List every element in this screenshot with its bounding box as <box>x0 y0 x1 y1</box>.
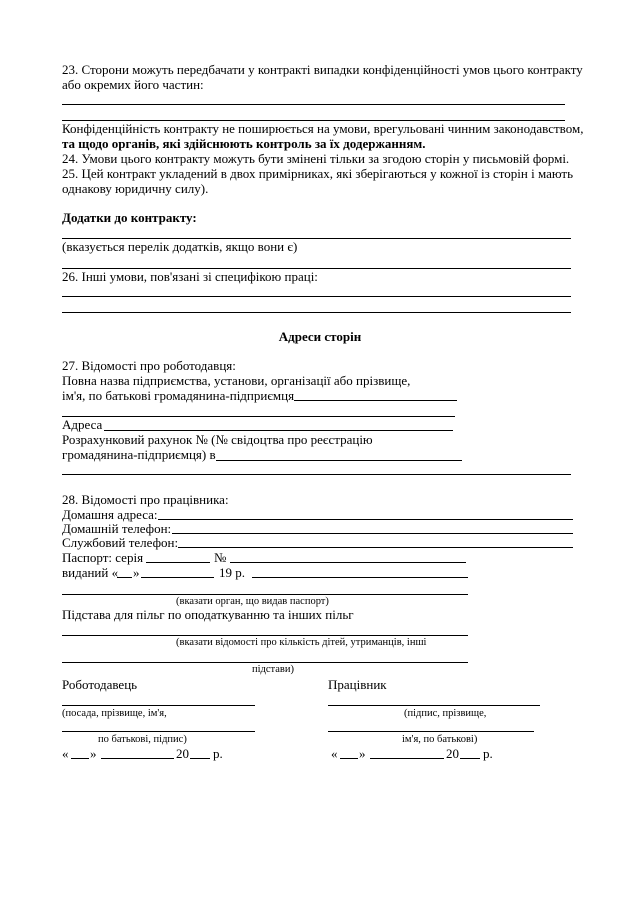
employee-signature-hint-1: (підпис, прізвище, <box>404 708 487 719</box>
home-address-blank[interactable] <box>158 519 573 520</box>
employer-date-day-blank[interactable] <box>71 758 89 759</box>
benefits-hint-line-2: підстави) <box>252 664 294 675</box>
employee-date-open: « <box>331 746 338 761</box>
home-phone-blank[interactable] <box>172 533 573 534</box>
benefits-blank-2[interactable] <box>62 662 468 663</box>
clause-25-line-1: 25. Цей контракт укладений в двох примірниках, які зберігаються у кожної із сторін і мають <box>62 166 574 181</box>
employee-signature-blank-2[interactable] <box>328 731 534 732</box>
employer-blank-final[interactable] <box>62 474 571 475</box>
confidentiality-line-1: Конфіденційність контракту не поширюється на умови, врегульовані чинним законодавством, <box>62 121 584 136</box>
employer-signature-blank-2[interactable] <box>62 731 255 732</box>
issued-quote: » <box>133 565 140 580</box>
addresses-title: Адреси сторін <box>278 329 362 344</box>
issued-month-blank[interactable] <box>141 577 214 578</box>
clause-23-line-2: або окремих його частин: <box>62 77 204 92</box>
employer-address-label: Адреса <box>62 417 103 432</box>
employee-signature-title: Працівник <box>328 677 387 692</box>
employer-title: 27. Відомості про роботодавця: <box>62 358 236 373</box>
employer-account-line-1: Розрахунковий рахунок № (№ свідоцтва про реєстрацію <box>62 432 373 447</box>
issued-label: виданий « <box>62 565 119 580</box>
clause-24: 24. Умови цього контракту можуть бути змінені тільки за згодою сторін у письмовій формі. <box>62 151 570 166</box>
work-phone-label: Службовий телефон: <box>62 535 179 550</box>
benefits-label: Підстава для пільг по оподаткуванню та інших пільг <box>62 607 354 622</box>
annex-hint: (вказується перелік додатків, якщо вони є) <box>62 239 298 254</box>
employee-title: 28. Відомості про працівника: <box>62 492 229 507</box>
employer-name-line-2: ім'я, по батькові громадянина-підприємця <box>62 388 295 403</box>
benefits-hint-line-1: (вказати відомості про кількість дітей, утриманців, інші <box>176 637 427 648</box>
employer-date-open: « <box>62 746 69 761</box>
issued-by-blank[interactable] <box>252 577 468 578</box>
employee-signature-blank[interactable] <box>328 705 540 706</box>
clause-25-line-2: однакову юридичну силу). <box>62 181 209 196</box>
annex-title: Додатки до контракту: <box>62 210 197 225</box>
clause-23-blank-1[interactable] <box>62 104 565 105</box>
employee-date-day-blank[interactable] <box>340 758 358 759</box>
home-phone-label: Домашній телефон: <box>62 521 172 536</box>
employer-signature-title: Роботодавець <box>62 677 138 692</box>
employer-date-close: » <box>90 746 97 761</box>
employer-signature-hint-2: по батькові, підпис) <box>98 734 187 745</box>
passport-number-blank[interactable] <box>230 562 466 563</box>
passport-series-blank[interactable] <box>146 562 210 563</box>
home-address-label: Домашня адреса: <box>62 507 158 522</box>
clause-23-line-1: 23. Сторони можуть передбачати у контракті випадки конфіденційності умов цього контракту <box>62 62 583 77</box>
employer-signature-blank[interactable] <box>62 705 255 706</box>
issued-year: 19 р. <box>219 565 245 580</box>
employer-date-month-blank[interactable] <box>101 758 174 759</box>
clause-26-blank-1[interactable] <box>62 296 571 297</box>
employer-date-suffix: р. <box>213 746 223 761</box>
employer-address-blank[interactable] <box>104 430 453 431</box>
employee-date-year: 20 <box>446 746 459 761</box>
employee-date-suffix: р. <box>483 746 493 761</box>
employee-date-month-blank[interactable] <box>370 758 444 759</box>
employee-date-close: » <box>359 746 366 761</box>
employer-name-blank[interactable] <box>294 400 457 401</box>
clause-26: 26. Інші умови, пов'язані зі специфікою праці: <box>62 269 318 284</box>
employer-account-line-2: громадянина-підприємця) в <box>62 447 216 462</box>
clause-26-blank-2[interactable] <box>62 312 571 313</box>
work-phone-blank[interactable] <box>178 547 573 548</box>
employee-signature-hint-2: ім'я, по батькові) <box>402 734 478 745</box>
issuer-blank[interactable] <box>62 594 468 595</box>
passport-number-label: № <box>214 550 227 565</box>
employer-account-blank[interactable] <box>216 460 462 461</box>
issuer-hint: (вказати орган, що видав паспорт) <box>176 596 329 607</box>
employer-name-line-1: Повна назва підприємства, установи, організації або прізвище, <box>62 373 411 388</box>
passport-series-label: Паспорт: серія <box>62 550 144 565</box>
issued-day-blank[interactable] <box>117 577 132 578</box>
employee-date-year-blank[interactable] <box>460 758 480 759</box>
confidentiality-line-2: та щодо органів, які здійснюють контроль за їх додержанням. <box>62 136 426 151</box>
employer-name-blank-2[interactable] <box>62 416 455 417</box>
employer-date-year: 20 <box>176 746 189 761</box>
benefits-blank[interactable] <box>62 635 468 636</box>
employer-date-year-blank[interactable] <box>190 758 210 759</box>
employer-signature-hint-1: (посада, прізвище, ім'я, <box>62 708 167 719</box>
